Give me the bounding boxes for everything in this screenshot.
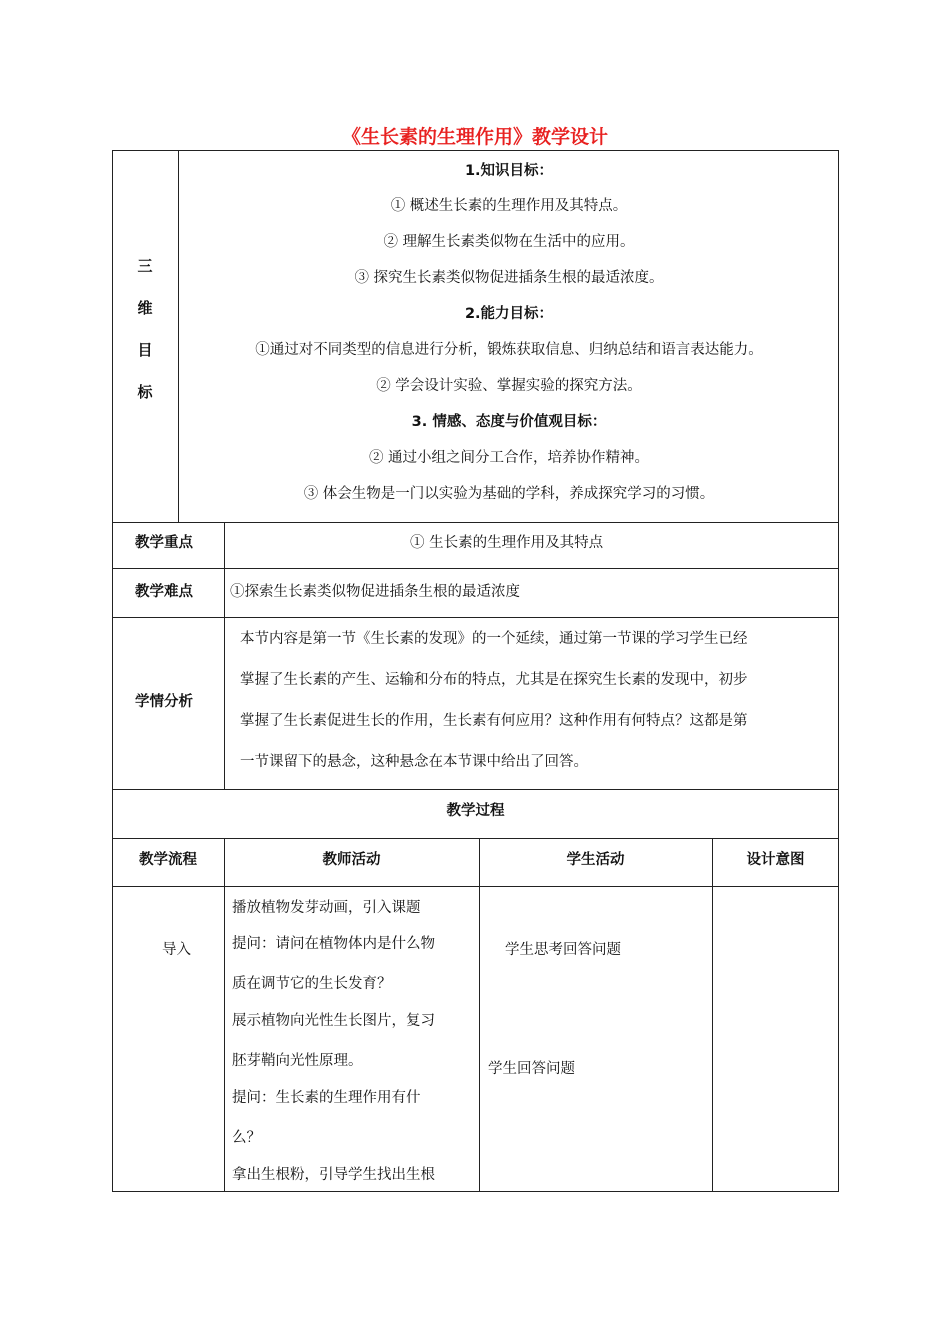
teacher-activity-line: 胚芽鞘向光性原理。 [232, 1053, 363, 1069]
student-activity-line: 学生回答问题 [488, 1061, 575, 1077]
teacher-activity-line: 播放植物发芽动画，引入课题 [232, 900, 421, 916]
analysis-line: 一节课留下的悬念，这种悬念在本节课中给出了回答。 [240, 754, 588, 770]
analysis-line: 掌握了生长素促进生长的作用，生长素有何应用？这种作用有何特点？这都是第 [240, 713, 748, 729]
teacher-activity-line: 提问：请问在植物体内是什么物 [232, 936, 435, 952]
column-header-intent: 设计意图 [746, 852, 805, 868]
teacher-activity-line: 么？ [232, 1130, 261, 1146]
analysis-label: 学情分析 [135, 694, 193, 710]
column-header-student: 学生活动 [566, 852, 625, 868]
objectives-header-char: 维 [137, 299, 153, 317]
page-title: 《生长素的生理作用》教学设计 [341, 126, 608, 148]
teacher-activity-line: 提问：生长素的生理作用有什 [232, 1090, 421, 1106]
objectives-header-char: 目 [137, 341, 153, 359]
difficulty-value: ①探索生长素类似物促进插条生根的最适浓度 [230, 584, 520, 600]
teacher-activity-line: 质在调节它的生长发育？ [232, 976, 392, 992]
column-header-stage: 教学流程 [139, 852, 197, 868]
ability-heading: 2.能力目标： [464, 306, 554, 322]
knowledge-heading: 1.知识目标： [464, 163, 554, 179]
analysis-line: 掌握了生长素的产生、运输和分布的特点，尤其是在探究生长素的发现中，初步 [240, 672, 748, 688]
emotion-item: ③ 体会生物是一门以实验为基础的学科，养成探究学习的习惯。 [303, 486, 715, 502]
student-activity-line: 学生思考回答问题 [505, 942, 621, 958]
key-point-label: 教学重点 [135, 535, 193, 551]
stage-cell: 导入 [162, 942, 191, 958]
knowledge-item: ① 概述生长素的生理作用及其特点。 [390, 198, 628, 214]
info-row-line [112, 568, 839, 569]
knowledge-item: ③ 探究生长素类似物促进插条生根的最适浓度。 [354, 270, 664, 286]
process-col-line [712, 838, 713, 1192]
analysis-line: 本节内容是第一节《生长素的发现》的一个延续，通过第一节课的学习学生已经 [240, 631, 748, 647]
info-row-line [112, 617, 839, 618]
emotion-item: ② 通过小组之间分工合作，培养协作精神。 [368, 450, 650, 466]
process-header-line [112, 886, 839, 887]
process-col-line [224, 838, 225, 1192]
objectives-header-char: 三 [137, 257, 153, 275]
ability-item: ② 学会设计实验、掌握实验的探究方法。 [376, 378, 642, 394]
ability-item: ①通过对不同类型的信息进行分析，锻炼获取信息、归纳总结和语言表达能力。 [255, 342, 763, 358]
difficulty-label: 教学难点 [135, 584, 193, 600]
knowledge-item: ② 理解生长素类似物在生活中的应用。 [383, 234, 635, 250]
process-heading: 教学过程 [446, 803, 505, 819]
teacher-activity-line: 展示植物向光性生长图片，复习 [232, 1013, 435, 1029]
process-table [112, 838, 839, 1192]
key-point-value: ① 生长素的生理作用及其特点 [410, 535, 604, 551]
teacher-activity-line: 拿出生根粉，引导学生找出生根 [232, 1167, 435, 1183]
objectives-header-char: 标 [137, 383, 153, 401]
process-col-line [479, 838, 480, 1192]
info-divider [224, 522, 225, 790]
emotion-heading: 3. 情感、态度与价值观目标： [411, 414, 607, 430]
column-header-teacher: 教师活动 [322, 852, 381, 868]
